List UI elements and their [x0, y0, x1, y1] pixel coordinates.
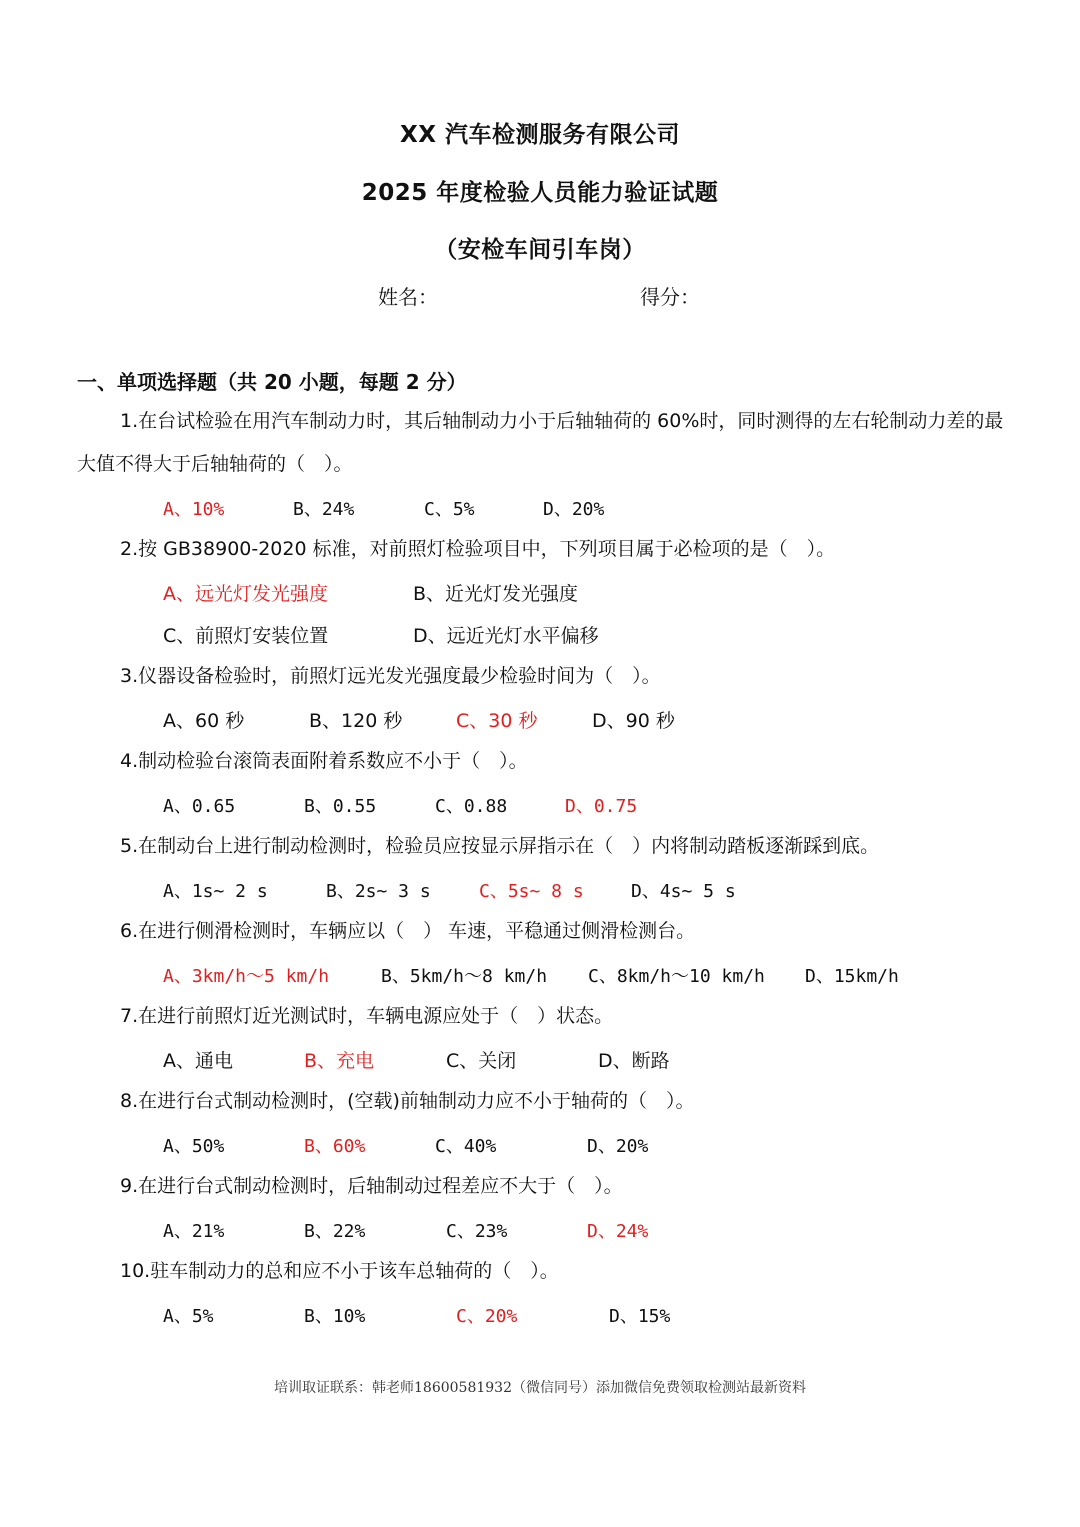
q7-option-a: A、通电	[163, 1050, 233, 1072]
q3-option-d: D、90 秒	[592, 710, 675, 732]
q6-option-c: C、8km/h～10 km/h	[588, 966, 765, 987]
section-title: 一、单项选择题（共 20 小题，每题 2 分）	[77, 370, 467, 394]
q7-option-d: D、断路	[598, 1050, 670, 1072]
q4-option-a: A、0.65	[163, 796, 236, 817]
question-3: 3.仪器设备检验时，前照灯远光发光强度最少检验时间为（ ）。	[120, 665, 661, 687]
contact-footer: 培训取证联系：韩老师18600581932（微信同号）添加微信免费领取检测站最新资料	[274, 1380, 806, 1396]
company-title: XX 汽车检测服务有限公司	[400, 122, 680, 148]
q5-option-d: D、4s~ 5 s	[631, 881, 736, 902]
q8-option-d: D、20%	[587, 1136, 649, 1157]
q1-option-c: C、5%	[424, 499, 475, 520]
q10-option-c: C、20%	[456, 1306, 518, 1327]
q1-option-a: A、10%	[163, 499, 225, 520]
question-1: 1.在台试检验在用汽车制动力时，其后轴制动力小于后轴轴荷的 60%时，同时测得的左右轮制动力差的最大值不得大于后轴轴荷的（ ）。	[77, 410, 1004, 475]
q4-option-c: C、0.88	[435, 796, 508, 817]
q6-option-a: A、3km/h～5 km/h	[163, 966, 330, 987]
exam-title: 2025 年度检验人员能力验证试题	[361, 180, 719, 206]
q5-option-c: C、5s~ 8 s	[479, 881, 584, 902]
q5-option-a: A、1s~ 2 s	[163, 881, 268, 902]
score-label: 得分：	[640, 285, 700, 309]
q9-option-a: A、21%	[163, 1221, 225, 1242]
q2-option-b: B、近光灯发光强度	[413, 583, 579, 605]
q3-option-b: B、120 秒	[309, 710, 403, 732]
q10-option-b: B、10%	[304, 1306, 366, 1327]
post-title: （安检车间引车岗）	[434, 237, 646, 263]
question-10: 10.驻车制动力的总和应不小于该车总轴荷的（ ）。	[120, 1260, 559, 1282]
q8-option-c: C、40%	[435, 1136, 497, 1157]
question-5: 5.在制动台上进行制动检测时，检验员应按显示屏指示在（ ）内将制动踏板逐渐踩到底。	[120, 835, 880, 857]
q1-option-d: D、20%	[543, 499, 605, 520]
question-8: 8.在进行台式制动检测时，(空载)前轴制动力应不小于轴荷的（ ）。	[120, 1090, 695, 1112]
q2-option-d: D、远近光灯水平偏移	[413, 625, 599, 647]
question-7: 7.在进行前照灯近光测试时，车辆电源应处于（ ）状态。	[120, 1005, 614, 1027]
question-6: 6.在进行侧滑检测时，车辆应以（ ） 车速，平稳通过侧滑检测台。	[120, 920, 696, 942]
q9-option-c: C、23%	[446, 1221, 508, 1242]
q7-option-c: C、关闭	[446, 1050, 517, 1072]
question-2: 2.按 GB38900-2020 标准，对前照灯检验项目中，下列项目属于必检项的是（ ）。	[120, 538, 836, 560]
q4-option-d: D、0.75	[565, 796, 638, 817]
q9-option-d: D、24%	[587, 1221, 649, 1242]
q8-option-a: A、50%	[163, 1136, 225, 1157]
q10-option-a: A、5%	[163, 1306, 214, 1327]
q4-option-b: B、0.55	[304, 796, 377, 817]
q3-option-c: C、30 秒	[456, 710, 538, 732]
q3-option-a: A、60 秒	[163, 710, 245, 732]
q7-option-b: B、充电	[304, 1050, 375, 1072]
q5-option-b: B、2s~ 3 s	[326, 881, 431, 902]
q6-option-b: B、5km/h～8 km/h	[381, 966, 548, 987]
question-9: 9.在进行台式制动检测时，后轴制动过程差应不大于（ ）。	[120, 1175, 623, 1197]
q2-option-a: A、远光灯发光强度	[163, 583, 328, 605]
q2-option-c: C、前照灯安装位置	[163, 625, 329, 647]
q6-option-d: D、15km/h	[805, 966, 899, 987]
name-label: 姓名：	[378, 285, 438, 309]
question-4: 4.制动检验台滚筒表面附着系数应不小于（ ）。	[120, 750, 528, 772]
q10-option-d: D、15%	[609, 1306, 671, 1327]
q8-option-b: B、60%	[304, 1136, 366, 1157]
q1-option-b: B、24%	[293, 499, 355, 520]
q9-option-b: B、22%	[304, 1221, 366, 1242]
